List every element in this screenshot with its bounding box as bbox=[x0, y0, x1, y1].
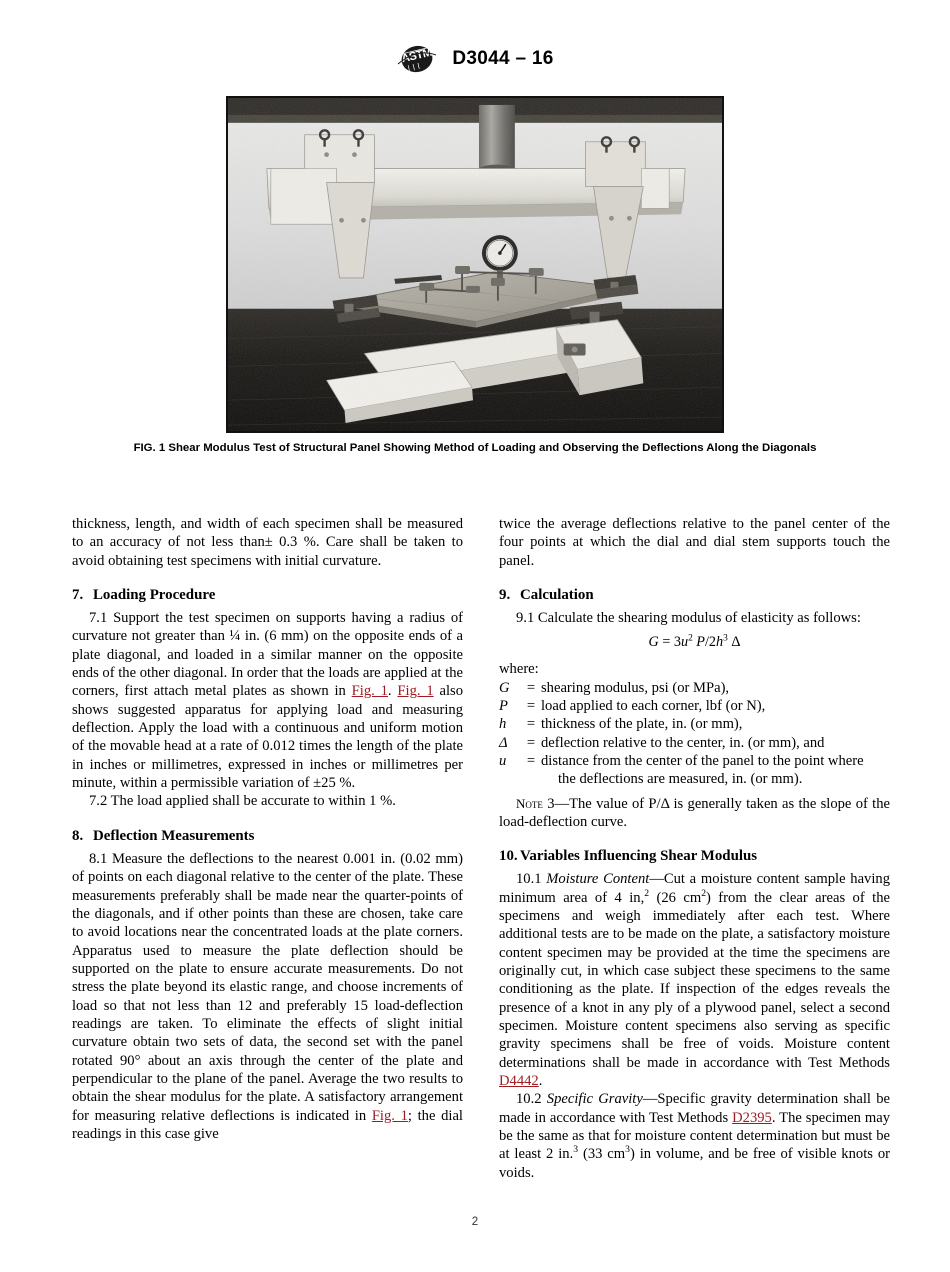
formula-shear-modulus bbox=[499, 634, 890, 651]
section-7-title: Loading Procedure bbox=[93, 587, 216, 604]
paragraph-7-2: 7.2 The load applied shall be accurate to within 1 %. bbox=[89, 793, 396, 810]
definition-text: deflection relative to the center, in. (or mm), and bbox=[541, 734, 825, 751]
definition-text-continuation: the deflections are measured, in. (or mm). bbox=[558, 771, 803, 788]
definition-equals: = bbox=[526, 734, 536, 751]
paragraph-10-1-a: —Cut a moisture content sample having minimum area of 4 in, bbox=[499, 871, 891, 906]
astm-logo-icon bbox=[396, 44, 438, 74]
definition-symbol: u bbox=[499, 752, 507, 769]
where-label: where: bbox=[499, 661, 539, 678]
link-d4442[interactable]: D4442 bbox=[499, 1072, 539, 1089]
definition-symbol: Δ bbox=[499, 734, 508, 751]
paragraph-7-1 bbox=[72, 609, 463, 792]
section-7-number: 7. bbox=[72, 587, 84, 604]
paragraph-10-2-number: 10.2 bbox=[516, 1091, 547, 1108]
definition-symbol: P bbox=[499, 698, 508, 715]
formula-G: G bbox=[648, 634, 659, 651]
superscript-sq-in: 2 bbox=[644, 887, 650, 899]
formula-h: h bbox=[716, 634, 724, 651]
formula-u-exponent: 2 bbox=[688, 633, 693, 644]
superscript-cu-cm: 3 bbox=[625, 1144, 630, 1156]
link-fig-1-a[interactable]: Fig. 1 bbox=[351, 683, 388, 700]
page-header bbox=[0, 44, 950, 74]
heading-section-8 bbox=[72, 827, 463, 845]
left-column bbox=[72, 515, 463, 1182]
section-10-number: 10. bbox=[499, 848, 518, 865]
formula-denominator-2: 2 bbox=[708, 634, 717, 651]
link-fig-1-b[interactable]: Fig. 1 bbox=[397, 683, 434, 700]
heading-section-7 bbox=[72, 586, 463, 604]
note-label: Note bbox=[516, 795, 543, 811]
term-moisture-content: Moisture Content bbox=[546, 871, 650, 888]
figure-1 bbox=[226, 96, 724, 433]
paragraph-10-2 bbox=[499, 1090, 890, 1182]
section-10-title: Variables Influencing Shear Modulus bbox=[520, 848, 758, 865]
paragraph-7-1-post: also shows suggested apparatus for applying load and measuring deflection. Apply the load with a continuous and uniform motion of the movable head at a rate of 0.012 times the length of the plate in inches or millimetres, expressed in inches or millimetres per minute, within a permissible variation of ±25 %. bbox=[72, 683, 463, 792]
note-3 bbox=[499, 795, 890, 832]
definition-row bbox=[499, 697, 890, 715]
definition-symbol: G bbox=[499, 679, 510, 696]
definition-text: thickness of the plate, in. (or mm), bbox=[541, 716, 743, 733]
section-8-title: Deflection Measurements bbox=[93, 827, 255, 844]
svg-text:ASTM: ASTM bbox=[400, 46, 434, 66]
document-designation: D3044 – 16 bbox=[452, 48, 554, 69]
symbol-definitions-table bbox=[499, 679, 890, 789]
paragraph-9-1: 9.1 Calculate the shearing modulus of elasticity as follows: bbox=[516, 610, 861, 627]
note-text: 3—The value of P/Δ is generally taken as the slope of the load-deflection curve. bbox=[499, 795, 890, 830]
section-9-number: 9. bbox=[499, 587, 511, 604]
superscript-sq-cm: 2 bbox=[701, 887, 707, 899]
section-9-title: Calculation bbox=[520, 587, 594, 604]
link-fig-1-c[interactable]: Fig. 1 bbox=[371, 1107, 408, 1124]
definition-text: load applied to each corner, lbf (or N), bbox=[541, 698, 766, 715]
heading-section-9 bbox=[499, 586, 890, 604]
paragraph-10-2-a: —Specific gravity determination shall be made in accordance with Test Methods bbox=[499, 1091, 890, 1126]
paragraph-10-2-d: ) in volume, and be free of visible knots or voids. bbox=[499, 1146, 890, 1181]
definition-equals: = bbox=[526, 698, 536, 715]
formula-delta: Δ bbox=[731, 634, 741, 651]
paragraph-8-1-post: ; the dial readings in this case give bbox=[72, 1107, 463, 1142]
page-number: 2 bbox=[471, 1216, 479, 1228]
body-columns bbox=[72, 515, 890, 1182]
definition-row bbox=[499, 734, 890, 752]
definition-row bbox=[499, 752, 890, 789]
definition-row bbox=[499, 679, 890, 697]
paragraph-10-2-c: (33 cm bbox=[578, 1146, 626, 1163]
apparatus-photograph bbox=[226, 96, 724, 433]
definition-equals: = bbox=[526, 679, 536, 696]
paragraph-10-1-number: 10.1 bbox=[516, 871, 547, 888]
section-8-number: 8. bbox=[72, 827, 84, 844]
formula-equals: = bbox=[662, 634, 671, 651]
paragraph-10-1-b: (26 cm bbox=[649, 889, 702, 906]
paragraph-10-1-d: . bbox=[538, 1072, 543, 1089]
figure-caption: FIG. 1 Shear Modulus Test of Structural Panel Showing Method of Loading and Observing the Deflections Along the Diagonals bbox=[133, 442, 817, 454]
paragraph-continued-8-1: twice the average deflections relative to the panel center of the four points at which the dial and dial stem supports touch the panel. bbox=[499, 516, 890, 569]
definition-row bbox=[499, 715, 890, 733]
definition-equals: = bbox=[526, 752, 536, 769]
definition-text: shearing modulus, psi (or MPa), bbox=[541, 679, 730, 696]
paragraph-8-1 bbox=[72, 850, 463, 1144]
formula-h-exponent: 3 bbox=[723, 633, 728, 644]
formula-coefficient: 3 bbox=[673, 634, 681, 651]
paragraph-10-1-c: ) from the clear areas of the specimens and weigh immediately after each test. Where additional tests are to be made on the plate, a satisfactory moisture content specimen may be provided at the time the specimens are originally cut, in which case subject these specimens to the same conditioning as the plate. If inspection of the edges reveals the presence of a knot in any ply of a plywood panel, select a second specimen. Moisture content specimens also serving as specific gravity specimens shall be free of voids. Moisture content determinations shall be made in accordance with Test Methods bbox=[499, 889, 890, 1071]
paragraph-7-1-mid: . bbox=[387, 683, 398, 700]
superscript-cu-in: 3 bbox=[573, 1144, 579, 1156]
heading-section-10 bbox=[499, 847, 890, 865]
right-column bbox=[499, 515, 890, 1182]
definition-text bbox=[541, 752, 890, 789]
term-specific-gravity: Specific Gravity bbox=[546, 1091, 643, 1108]
formula-P: P bbox=[696, 634, 705, 651]
paragraph-10-1 bbox=[499, 870, 890, 1090]
definition-symbol: h bbox=[499, 716, 507, 733]
formula-slash: / bbox=[704, 634, 709, 651]
paragraph-continued-6: thickness, length, and width of each specimen shall be measured to an accuracy of not less than± 0.3 %. Care shall be taken to avoid obtaining test specimens with initial curvature. bbox=[72, 516, 463, 569]
paragraph-7-1-pre: 7.1 Support the test specimen on supports having a radius of curvature not greater than ¼ in. (6 mm) on the opposite ends of a plate diagonal, and loaded in a similar manner on the opposite ends of the other diagonal. In order that the loads are applied at the corners, first attach metal plates as shown in bbox=[72, 610, 463, 700]
paragraph-10-2-b: . The specimen may be the same as that for moisture content determination but must be at least 2 in. bbox=[499, 1109, 890, 1163]
definition-equals: = bbox=[526, 716, 536, 733]
link-d2395[interactable]: D2395 bbox=[732, 1109, 772, 1126]
paragraph-8-1-pre: 8.1 Measure the deflections to the nearest 0.001 in. (0.02 mm) of points on each diagonal relative to the center of the plate. These measurements preferably shall be made near the quarter-points of the diagonals, and if other points than these are chosen, take care to avoid locations near the concentrated loads at the plate corners. Apparatus used to measure the plate deflection should be supported on the plate to ensure accurate measurements. Do not stress the plate beyond its elastic range, and choose increments of load so that not less than 12 and preferably 15 load-deflection readings are taken. To eliminate the effects of slight initial curvature obtain two sets of data, the second set with the panel rotated 90° about an axis through the center of the plate and perpendicular to the plane of the panel. Average the two results to obtain the shear modulus for the plate. A satisfactory arrangement for measuring relative deflections is indicated in bbox=[72, 850, 463, 1124]
definition-text-line1: distance from the center of the panel to the point where bbox=[541, 752, 864, 769]
formula-u: u bbox=[680, 634, 689, 651]
